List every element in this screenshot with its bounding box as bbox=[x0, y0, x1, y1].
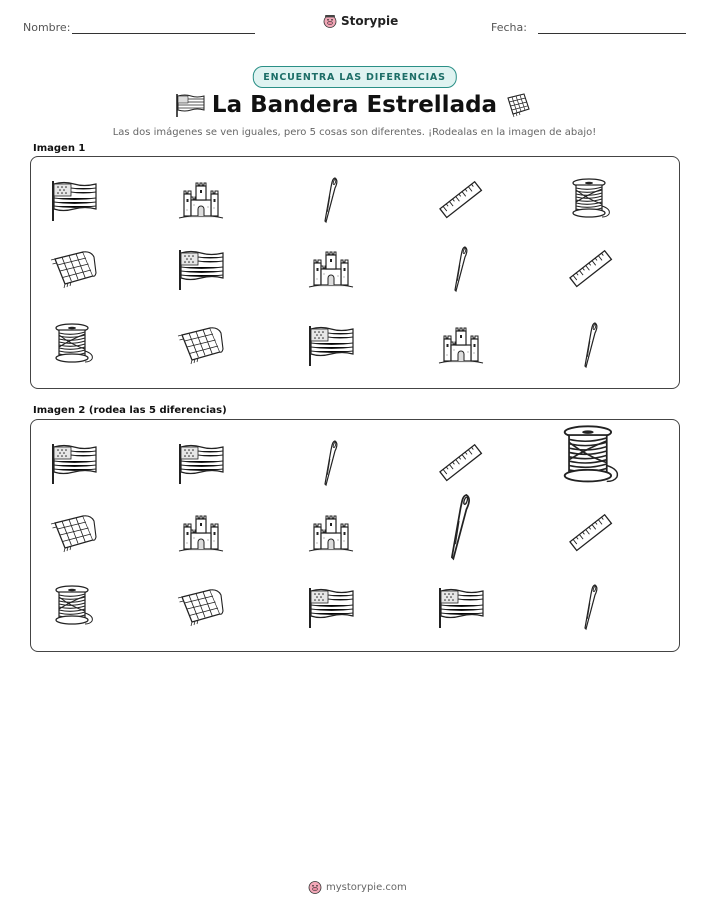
ruler-icon bbox=[428, 171, 494, 229]
name-field[interactable] bbox=[72, 33, 255, 34]
pig-mascot-icon bbox=[323, 14, 337, 28]
ruler-icon[interactable] bbox=[428, 434, 494, 492]
needle-icon[interactable] bbox=[418, 489, 504, 564]
quilt-icon[interactable] bbox=[41, 504, 107, 562]
needle-icon bbox=[558, 316, 624, 374]
quilt-icon bbox=[41, 240, 107, 298]
thread-spool-icon bbox=[41, 316, 107, 374]
needle-icon bbox=[428, 240, 494, 298]
image-2-panel[interactable] bbox=[30, 419, 680, 652]
needle-icon bbox=[298, 171, 364, 229]
thread-spool-icon[interactable] bbox=[41, 578, 107, 636]
needle-icon[interactable] bbox=[298, 434, 364, 492]
sandcastle-icon[interactable] bbox=[298, 504, 364, 562]
footer bbox=[308, 880, 407, 894]
panel-2-label: Imagen 2 (rodea las 5 diferencias) bbox=[33, 405, 227, 416]
flag-icon[interactable] bbox=[428, 578, 494, 636]
pig-mascot-icon bbox=[308, 880, 322, 894]
panel-1-label: Imagen 1 bbox=[33, 143, 86, 154]
brand-name: Storypie bbox=[341, 14, 399, 28]
flag-icon[interactable] bbox=[41, 434, 107, 492]
footer-site: mystorypie.com bbox=[326, 881, 407, 893]
flag-icon bbox=[41, 171, 107, 229]
flag-icon[interactable] bbox=[168, 434, 234, 492]
sandcastle-icon bbox=[168, 171, 234, 229]
flag-icon[interactable] bbox=[298, 578, 364, 636]
thread-spool-icon bbox=[558, 171, 624, 229]
needle-icon[interactable] bbox=[558, 578, 624, 636]
quilt-icon bbox=[168, 316, 234, 374]
flag-icon bbox=[168, 240, 234, 298]
date-label: Fecha: bbox=[491, 21, 527, 34]
flag-icon bbox=[298, 316, 364, 374]
quilt-icon bbox=[504, 92, 532, 118]
worksheet-title: La Bandera Estrellada bbox=[211, 92, 498, 118]
sandcastle-icon bbox=[428, 316, 494, 374]
activity-badge: ENCUENTRA LAS DIFERENCIAS bbox=[252, 66, 456, 88]
brand-logo bbox=[323, 14, 398, 28]
quilt-icon[interactable] bbox=[168, 578, 234, 636]
date-field[interactable] bbox=[538, 33, 686, 34]
image-1-panel bbox=[30, 156, 680, 389]
name-label: Nombre: bbox=[23, 21, 71, 34]
ruler-icon bbox=[558, 240, 624, 298]
instructions: Las dos imágenes se ven iguales, pero 5 cosas son diferentes. ¡Rodealas en la imagen de abajo! bbox=[112, 127, 597, 138]
ruler-icon[interactable] bbox=[558, 504, 624, 562]
sandcastle-icon[interactable] bbox=[168, 504, 234, 562]
thread-spool-icon[interactable] bbox=[548, 419, 634, 494]
sandcastle-icon bbox=[298, 240, 364, 298]
